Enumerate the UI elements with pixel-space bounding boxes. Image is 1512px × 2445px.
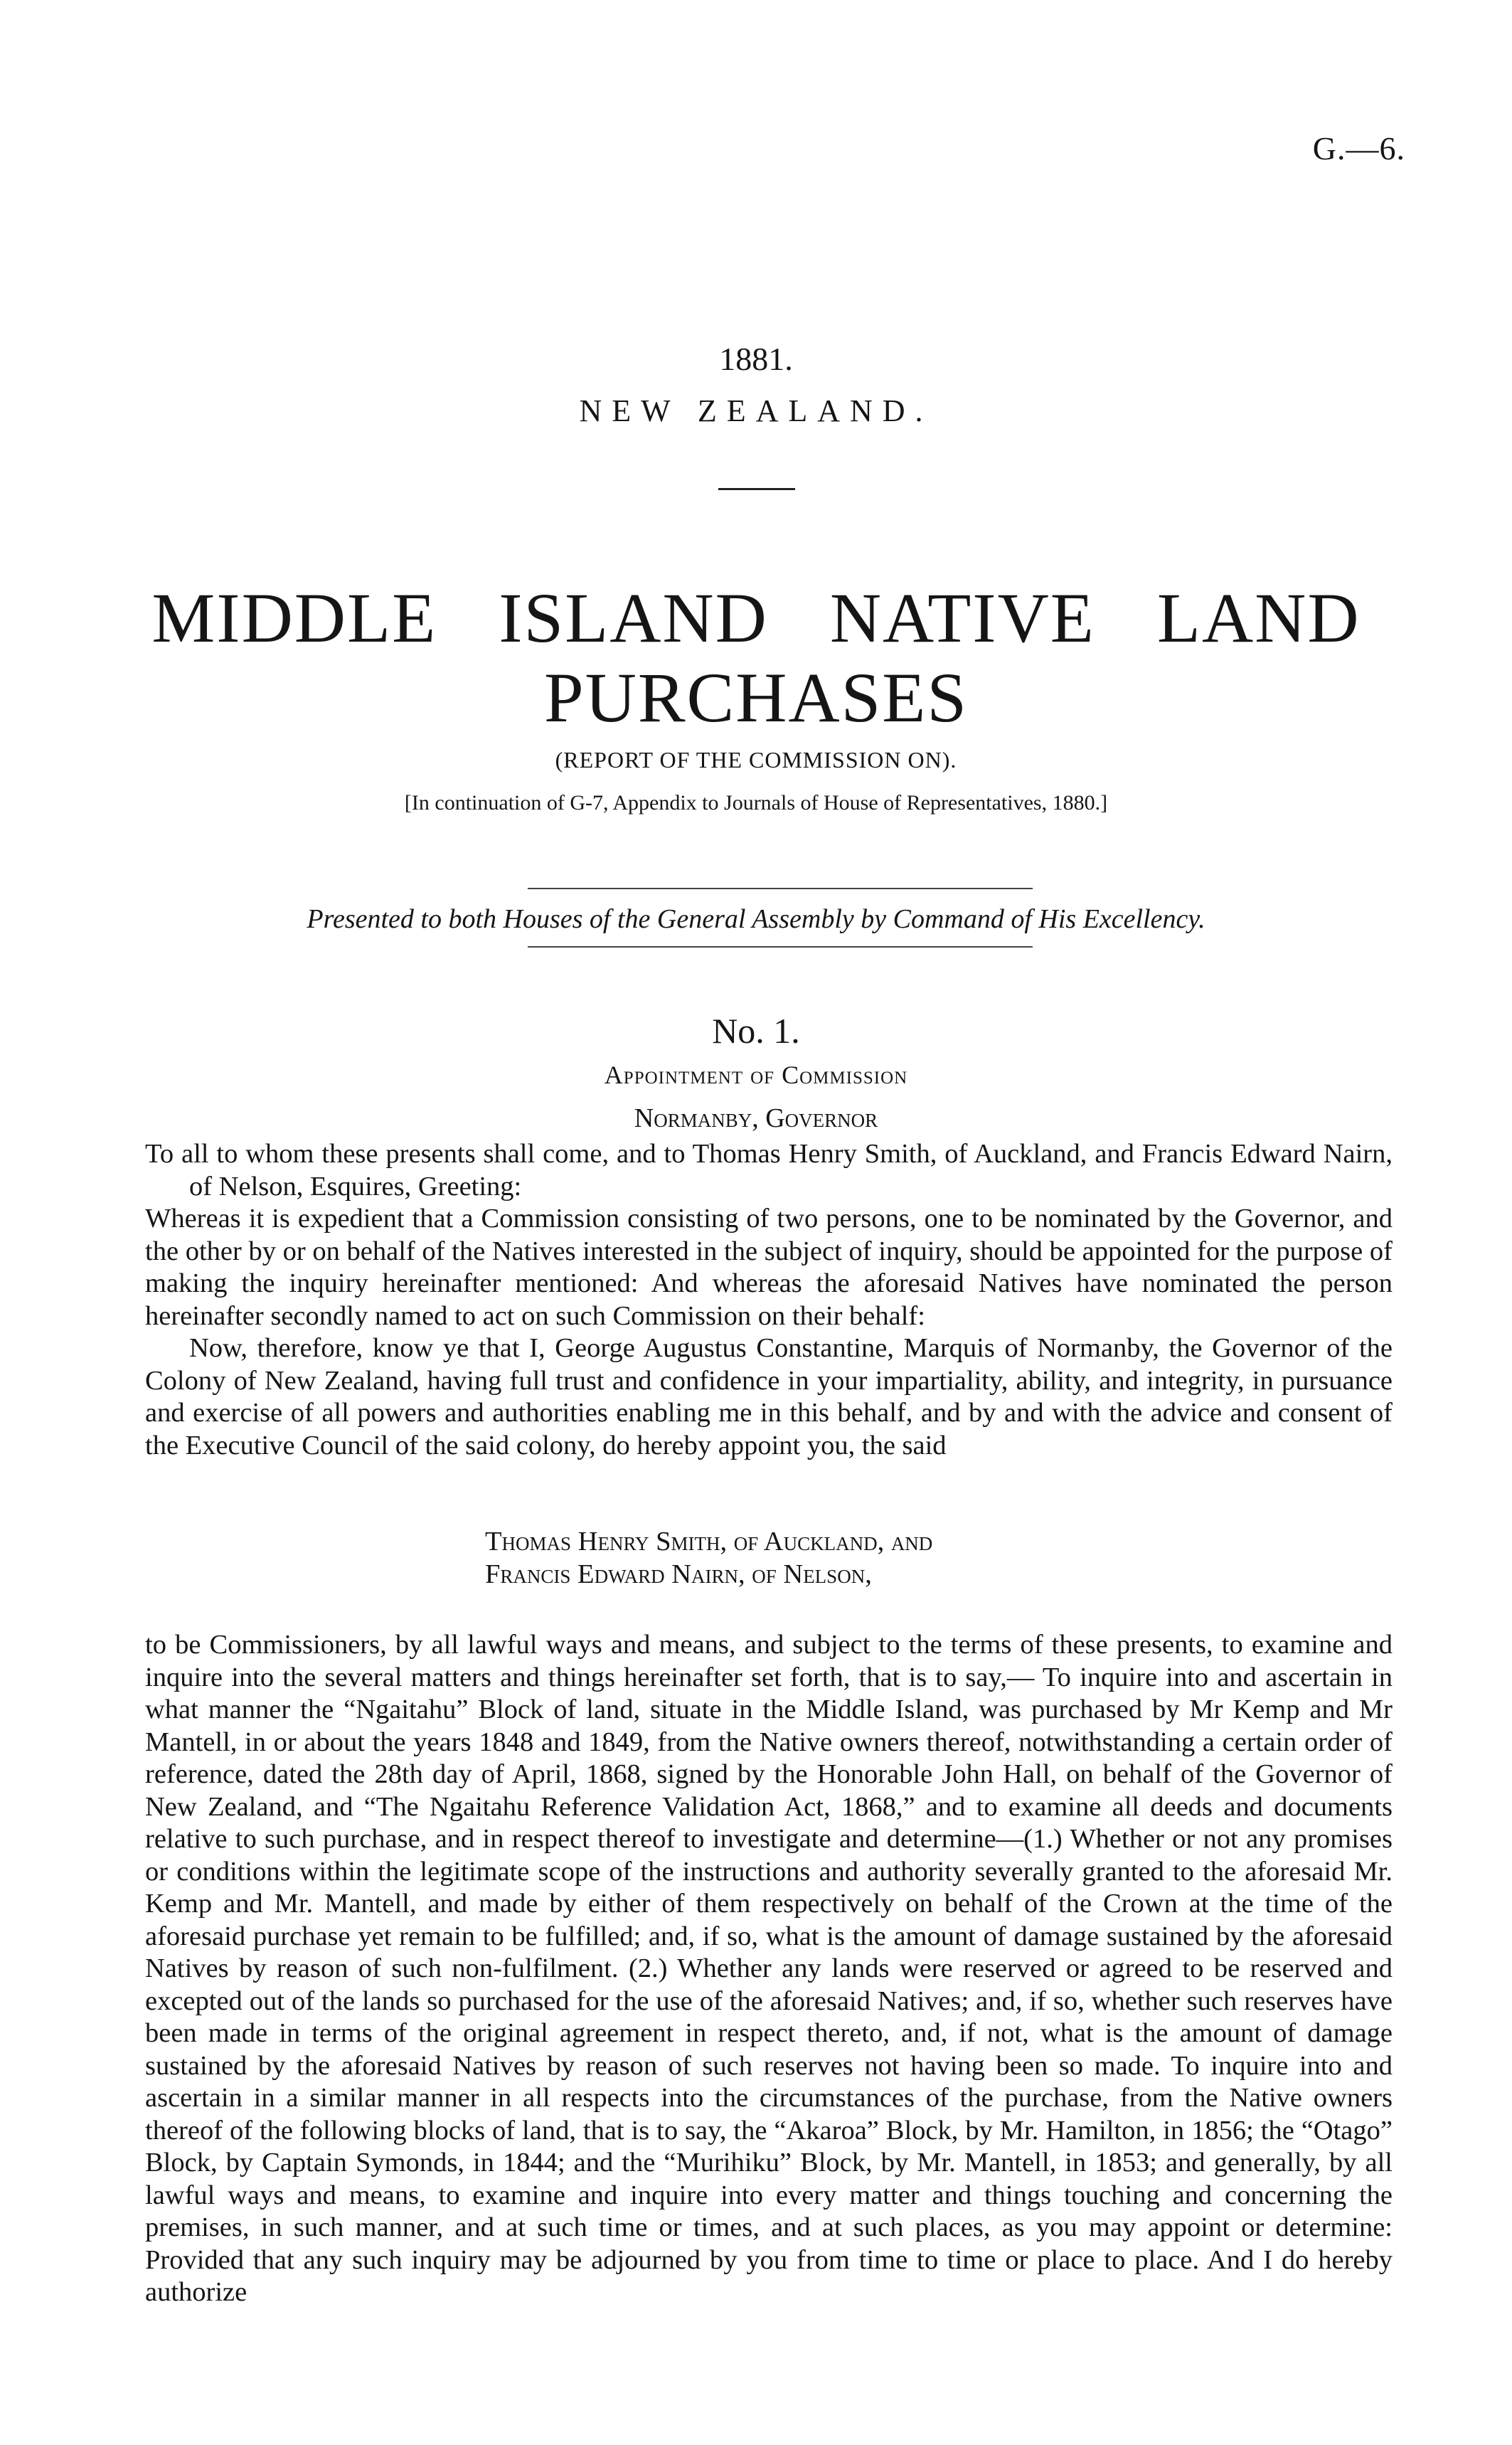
subtitle: (REPORT OF THE COMMISSION ON).: [555, 747, 957, 773]
signatory: Normanby, Governor: [634, 1103, 878, 1133]
presented-line: Presented to both Houses of the General Assembly by Command of His Excellency.: [307, 904, 1205, 934]
whereas-paragraph: Whereas it is expedient that a Commission consisting of two persons, one to be nominated by the Governor, and the other by or on behalf of the Natives interested in the subject of inquiry, should be appointed for the purpose of making the inquiry hereinafter mentioned: And whereas the aforesaid Natives have nominated the person hereinafter secondly named to act on such Commission on their behalf:: [145, 1204, 1393, 1331]
document-reference: G.—6.: [1312, 130, 1405, 166]
section-heading: Appointment of Commission: [604, 1061, 908, 1089]
salutation-paragraph: To all to whom these presents shall come, and to Thomas Henry Smith, of Auckland, and Francis Edward Nairn, of Nelson, Esquires, Greeting:: [145, 1139, 1393, 1202]
commissioner-name-2: Francis Edward Nairn, of Nelson,: [485, 1559, 872, 1589]
year: 1881.: [719, 341, 793, 377]
commission-paragraph: to be Commissioners, by all lawful ways and means, and subject to the terms of these presents, to examine and inquire into the several matters and things hereinafter set forth, that is to say,— To inquire into and ascertain in what manner the “Ngaitahu” Block of land, situate in the Middle Island, was purchased by Mr Kemp and Mr Mantell, in or about the years 1848 and 1849, from the Native owners thereof, notwithstanding a certain order of reference, dated the 28th day of April, 1868, signed by the Honorable John Hall, on behalf of the Governor of New Zealand, and “The Ngaitahu Reference Validation Act, 1868,” and to examine all deeds and documents relative to such purchase, and in respect thereof to investigate and determine—(1.) Whether or not any promises or conditions within the legitimate scope of the instructions and authority severally granted to the aforesaid Mr. Kemp and Mr. Mantell, and made by either of them respectively on behalf of the Crown at the time of the aforesaid purchase yet remain to be fulfilled; and, if so, what is the amount of damage sustained by the aforesaid Natives by reason of such non-fulfilment. (2.) Whether any lands were reserved or agreed to be reserved and excepted out of the lands so purchased for the use of the aforesaid Natives; and, if so, whether such reserves have been made in terms of the original agreement in respect thereto, and, if not, what is the amount of damage sustained by the aforesaid Natives by reason of such reserves not having been so made. To inquire into and ascertain in a similar manner in all respects into the circumstances of the purchase, from the Native owners thereof of the following blocks of land, that is to say, the “Akaroa” Block, by Mr. Hamilton, in 1856; the “Otago” Block, by Captain Symonds, in 1844; and the “Murihiku” Block, by Mr. Mantell, in 1853; and generally, by all lawful ways and means, to examine and inquire into every matter and things touching and concerning the premises, in such manner, and at such time or times, and at such places, as you may appoint or determine: Provided that any such inquiry may be adjourned by you from time to time or place to place. And I do hereby authorize: [145, 1630, 1393, 2307]
section-number: No. 1.: [712, 1011, 800, 1051]
short-divider: [718, 488, 795, 490]
main-title-line-1: MIDDLE ISLAND NATIVE LAND: [151, 578, 1361, 657]
divider-top: [528, 888, 1033, 889]
continuation-note: [In continuation of G-7, Appendix to Journals of House of Representatives, 1880.]: [404, 791, 1108, 815]
commissioner-name-1: Thomas Henry Smith, of Auckland, and: [485, 1527, 933, 1556]
body-section-b: [145, 1629, 1393, 2309]
commissioner-names: [485, 1525, 932, 1591]
divider-bottom: [528, 946, 1033, 948]
country: NEW ZEALAND.: [579, 393, 933, 428]
body-section-a: [145, 1138, 1393, 1462]
main-title-line-2: PURCHASES: [544, 658, 968, 737]
now-therefore-paragraph: Now, therefore, know ye that I, George Augustus Constantine, Marquis of Normanby, the Governor of the Colony of New Zealand, having full trust and confidence in your impartiality, ability, and integrity, in pursuance and exercise of all powers and authorities enabling me in this behalf, and by and with the advice and consent of the Executive Council of the said colony, do hereby appoint you, the said: [145, 1333, 1393, 1460]
